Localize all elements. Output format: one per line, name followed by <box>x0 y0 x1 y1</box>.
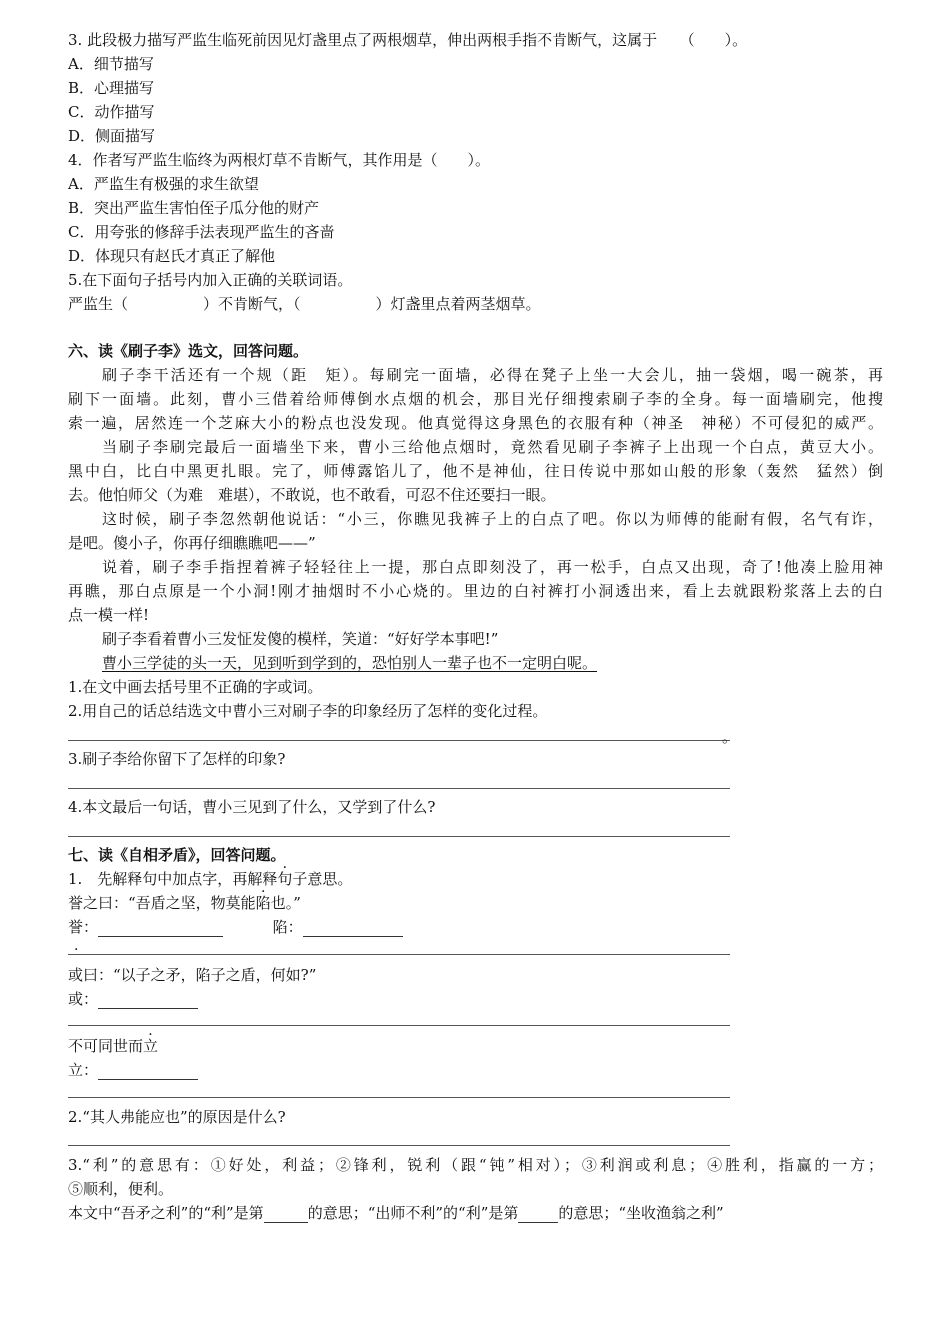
q3-option-a: A．细节描写 <box>68 55 154 73</box>
blank-li[interactable] <box>98 1063 198 1080</box>
classical-sentence-2: 或曰：“以子之矛，陷子之盾，何如?” <box>68 966 317 984</box>
answer-period: 。 <box>722 728 738 746</box>
q4-option-a: A．严监生有极强的求生欲望 <box>68 175 259 193</box>
passage-line: 去。他怕师父（为难 难堪），不敢说，也不敢看，可忍不住还要扫一眼。 <box>68 486 556 504</box>
blank-li-1[interactable] <box>264 1206 308 1223</box>
word-explain-row: 立： <box>68 1060 198 1082</box>
emphasis-dot: · <box>74 942 79 958</box>
blank-xian[interactable] <box>303 920 403 937</box>
section7-q3-line1: 3.“利”的意思有：①好处，利益；②锋利，锐利（跟“钝”相对）；③利润或利息；④胜利，指赢的一方； <box>68 1156 883 1174</box>
q5-sentence: 严监生（ ）不肯断气，（ ）灯盏里点着两茎烟草。 <box>68 295 541 313</box>
section6-q3: 3.刷子李给你留下了怎样的印象? <box>68 750 286 768</box>
classical-sentence-3: 不可同世而立 <box>68 1037 159 1055</box>
section6-q1: 1.在文中画去括号里不正确的字或词。 <box>68 678 323 696</box>
section7-q3-line3: 本文中“吾矛之利”的“利”是第 的意思；“出师不利”的“利”是第 的意思；“坐收渔翁之利” <box>68 1204 724 1222</box>
section7-title: 七、读《自相矛盾》，回答问题。 <box>68 846 286 864</box>
q3-option-b: B．心理描写 <box>68 79 155 97</box>
q3-option-d: D．侧面描写 <box>68 127 156 145</box>
answer-line[interactable] <box>68 740 730 741</box>
section7-q1: 1. 先解释句中加点字，再解释句子意思。 <box>68 870 353 888</box>
blank-huo[interactable] <box>98 992 198 1009</box>
q4-option-c: C．用夸张的修辞手法表现严监生的吝啬 <box>68 223 335 241</box>
passage-line: 是吧。傻小子，你再仔细瞧瞧吧——” <box>68 534 316 552</box>
q3-option-c: C．动作描写 <box>68 103 155 121</box>
section7-q2: 2.“其人弗能应也”的原因是什么? <box>68 1108 286 1126</box>
passage-line: 说着，刷子李手指捏着裤子轻轻往上一提，那白点即刻没了，再一松手，白点又出现，奇了!他凑上脸用神 <box>102 558 883 576</box>
q4-option-d: D．体现只有赵氏才真正了解他 <box>68 247 276 265</box>
answer-line[interactable] <box>68 836 730 837</box>
answer-line[interactable] <box>68 788 730 789</box>
section7-q3-line2: ⑤顺利，便利。 <box>68 1180 174 1198</box>
word-explain-row: 或： <box>68 989 198 1011</box>
answer-line[interactable] <box>68 1025 730 1026</box>
underlined-sentence: 曹小三学徒的头一天，见到听到学到的，恐怕别人一辈子也不一定明白呢。 <box>102 654 598 672</box>
classical-sentence-1: 誉之曰：“吾盾之坚，物莫能陷也。” <box>68 894 301 912</box>
q5-stem: 5.在下面句子括号内加入正确的关联词语。 <box>68 271 353 289</box>
answer-line[interactable] <box>68 1145 730 1146</box>
passage-line: 黑中白，比白中黑更扎眼。完了，师傅露馅儿了，他不是神仙，往日传说中那如山般的形象（轰然 猛然）倒 <box>68 462 883 480</box>
passage-line: 索一遍，居然连一个芝麻大小的粉点也没发现。他真觉得这身黑色的衣服有种（神圣 神秘）不可侵犯的威严。 <box>68 414 883 432</box>
passage-line: 刷下一面墙。此刻，曹小三借着给师傅倒水点烟的机会，那目光仔细搜索刷子李的全身。每一面墙刷完，他搜 <box>68 390 883 408</box>
answer-line[interactable] <box>68 1097 730 1098</box>
blank-li-2[interactable] <box>518 1206 558 1223</box>
section6-q4: 4.本文最后一句话，曹小三见到了什么，又学到了什么? <box>68 798 436 816</box>
answer-line[interactable] <box>68 954 730 955</box>
q4-stem: 4．作者写严监生临终为两根灯草不肯断气，其作用是（ ）。 <box>68 151 491 169</box>
passage-line: 刷子李干活还有一个规（距 矩）。每刷完一面墙，必得在凳子上坐一大会儿，抽一袋烟，喝一碗茶，再 <box>102 366 883 384</box>
q4-option-b: B．突出严监生害怕侄子瓜分他的财产 <box>68 199 320 217</box>
passage-line: 刷子李看着曹小三发怔发傻的模样，笑道：“好好学本事吧!” <box>102 630 499 648</box>
section6-title: 六、读《刷子李》选文，回答问题。 <box>68 342 309 360</box>
blank-yu[interactable] <box>98 920 223 937</box>
word-explain-row: 誉： 陷： <box>68 917 403 939</box>
section6-q2: 2.用自己的话总结选文中曹小三对刷子李的印象经历了怎样的变化过程。 <box>68 702 548 720</box>
q3-stem: 3. 此段极力描写严监生临死前因见灯盏里点了两根烟草，伸出两根手指不肯断气，这属于 （ ）。 <box>68 31 748 49</box>
passage-line: 当刷子李刷完最后一面墙坐下来，曹小三给他点烟时，竟然看见刷子李裤子上出现一个白点，黄豆大小。 <box>102 438 883 456</box>
passage-line: 点一模一样! <box>68 606 150 624</box>
passage-line: 这时候，刷子李忽然朝他说话：“小三，你瞧见我裤子上的白点了吧。你以为师傅的能耐有假，名气有诈， <box>102 510 883 528</box>
passage-line: 再瞧，那白点原是一个小洞!刚才抽烟时不小心烧的。里边的白衬裤打小洞透出来，看上去就跟粉浆落上去的白 <box>68 582 883 600</box>
